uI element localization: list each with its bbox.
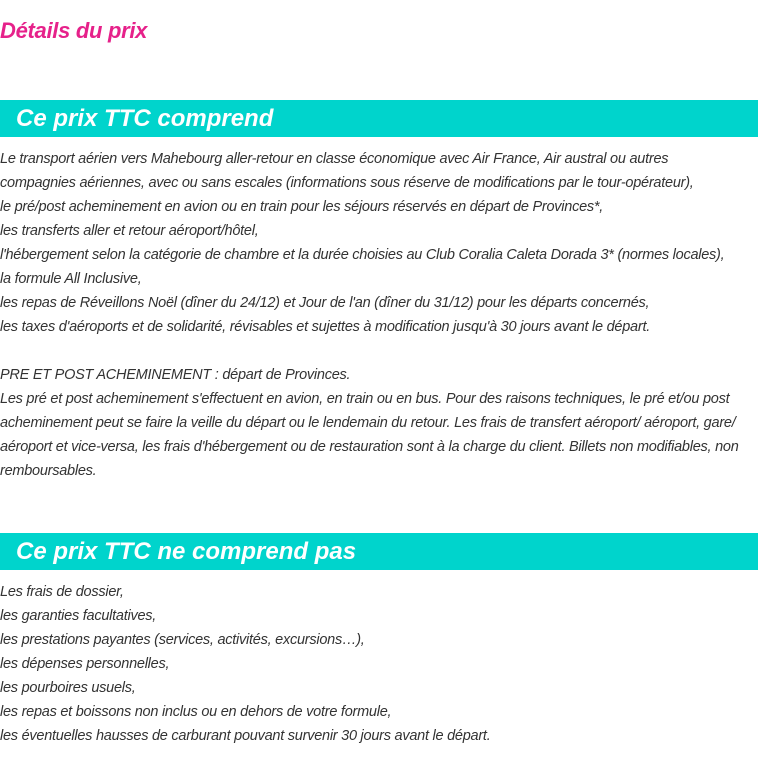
included-item: l'hébergement selon la catégorie de chambre et la durée choisies au Club Coralia Caleta Dorada 3* (normes locales), xyxy=(0,247,725,263)
transfer-title: PRE ET POST ACHEMINEMENT : départ de Provinces. xyxy=(0,367,351,383)
included-section-header: Ce prix TTC comprend xyxy=(0,100,758,137)
included-item: compagnies aériennes, avec ou sans escales (informations sous réserve de modifications par le tour-opérateur), xyxy=(0,175,694,191)
included-item: le pré/post acheminement en avion ou en train pour les séjours réservés en départ de Provinces*, xyxy=(0,199,604,215)
excluded-item: les repas et boissons non inclus ou en dehors de votre formule, xyxy=(0,704,392,720)
included-item: Le transport aérien vers Mahebourg aller-retour en classe économique avec Air France, Air austral ou autres xyxy=(0,151,669,167)
excluded-item: les dépenses personnelles, xyxy=(0,656,170,672)
excluded-item: les pourboires usuels, xyxy=(0,680,136,696)
included-item: les taxes d'aéroports et de solidarité, révisables et sujettes à modification jusqu'à 30 jours avant le départ. xyxy=(0,319,650,335)
excluded-item: les prestations payantes (services, activités, excursions…), xyxy=(0,632,365,648)
included-item: les repas de Réveillons Noël (dîner du 24/12) et Jour de l'an (dîner du 31/12) pour les départs concernés, xyxy=(0,295,650,311)
included-item: la formule All Inclusive, xyxy=(0,271,142,287)
page-title: Détails du prix xyxy=(0,18,148,43)
excluded-section-header: Ce prix TTC ne comprend pas xyxy=(0,533,758,570)
excluded-item: les éventuelles hausses de carburant pouvant survenir 30 jours avant le départ. xyxy=(0,728,491,744)
excluded-item: les garanties facultatives, xyxy=(0,608,157,624)
spacer xyxy=(0,339,758,363)
excluded-list xyxy=(0,580,758,748)
transfer-paragraph: Les pré et post acheminement s'effectuent en avion, en train ou en bus. Pour des raisons techniques, le pré et/ou post acheminement peut se faire la veille du départ ou le lendemain du retour. Les frais de transfert aéroport/ aéroport, gare/ aéroport et vice-versa, les frais d'hébergement ou de restauration sont à la charge du client. Billets non modifiables, non remboursables. xyxy=(0,391,739,479)
excluded-item: Les frais de dossier, xyxy=(0,584,124,600)
included-item: les transferts aller et retour aéroport/hôtel, xyxy=(0,223,259,239)
included-list xyxy=(0,147,758,483)
